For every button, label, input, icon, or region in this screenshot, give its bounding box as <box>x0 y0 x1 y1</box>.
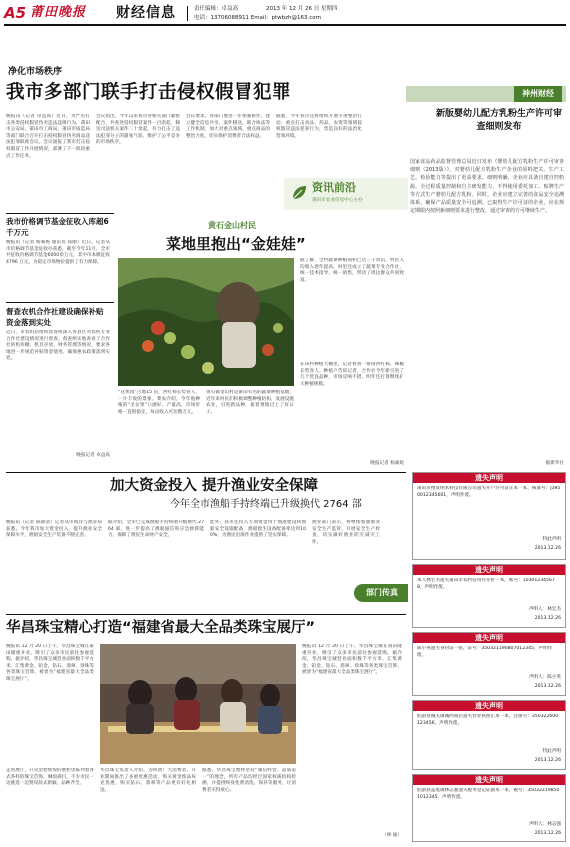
notice-signature: 特此声明 <box>542 537 561 542</box>
notice-signature: 声明人：陈小英 <box>528 675 561 680</box>
story-column: 黄石镇金山村是莆田有名的蔬菜种植基地，近年来村民们积极调整种植结构，发展设施农业，引进新品种，靠着菜地过上了好日子。 <box>206 390 294 415</box>
story-body: 近日，市农机站组织督查组深入各县区对农机专业合作社建设情况进行督查。督查组实地查看了合作社的机库棚、机具存放、财务管理等情况，要求各地进一步规范补贴资金使用，确保惠农政策落到实处。 <box>6 330 110 362</box>
byline: 晚报记者 卓益高 <box>76 453 110 458</box>
header-rule <box>4 24 566 26</box>
divider <box>6 472 406 473</box>
notice-title: 遗失声明 <box>413 565 565 575</box>
notice-date: 2013.12.26 <box>534 616 561 621</box>
page-header <box>4 3 566 41</box>
notice <box>412 774 566 842</box>
contact-line: 电话：13706088911 Email：ptwbzh@163.com <box>194 15 322 21</box>
notice-date: 2013.12.26 <box>534 684 561 689</box>
jewelry-story <box>6 618 406 842</box>
notice-signature: 声明人：林志强 <box>528 822 561 827</box>
byline: （林 通） <box>382 833 402 838</box>
story-column: 会议要求，各部门要进一步加强协作，建立健全信息共享、案件移送、联合执法等工作机制，加大对重点领域、重点商品的整治力度，切实保护消费者合法权益。 <box>186 114 270 139</box>
story-column: 据介绍，全市已完成渔船手持终端升级换代 2764 部，进一步提高了渔船通信和应急救援能力，保障了渔民生命财产安全。 <box>108 520 204 539</box>
section-title: 财经信息 <box>116 5 176 21</box>
editor-line: 责任编辑：卓益高 <box>194 6 239 12</box>
byline: 晚报记者 杨素妮 <box>370 461 404 466</box>
story-column: 晚报讯 12 月 20 日上午，华昌珠宝城在莆田隆重开业，吸引了众多市民前往参观选购。据介绍，华昌珠宝城营业面积数千平方米，汇集黄金、铂金、钻石、翡翠、珍珠等各类珠宝首饰，被誉为“福建省最大全品类珠宝展厅”。 <box>6 644 94 682</box>
divider <box>6 302 114 303</box>
info-banner <box>284 178 408 210</box>
notice-title: 遗失声明 <box>413 473 565 483</box>
story-column: 此外，我市还投入专项资金用于渔港建设和渔船安全设施配备，渔船救生设备配备率达到100%，为渔民出海作业提供了坚实保障。 <box>210 520 306 539</box>
notice-title: 遗失声明 <box>413 775 565 785</box>
story-headline: 加大资金投入 提升渔业安全保障 <box>110 478 319 494</box>
notice-body: 本人林宏杰遗失莆田市农村信用社存折一本，账号：103012345678，声明作废。 <box>417 578 555 590</box>
notice <box>412 700 566 770</box>
divider <box>6 213 114 214</box>
date-line: 2013 年 12 月 26 日 星期四 <box>266 6 338 12</box>
story-column: 据悉，今年我市还将组织开展专项整治行动，重点打击食品、药品、农资等领域侵权假冒违法犯罪行为，营造良好的法治化营商环境。 <box>276 114 362 139</box>
notice-date: 2013.12.26 <box>534 546 561 551</box>
story-column: 晚报讯 12 月 20 日上午，华昌珠宝城在莆田隆重开业，吸引了众多市民前往参观选购。据介绍，华昌珠宝城营业面积数千平方米，汇集黄金、铂金、钻石、翡翠、珍珠等各类珠宝首饰，被誉为“福建省最大全品类珠宝展厅”。 <box>302 644 402 676</box>
sidebar-tag-label: 神州财经 <box>514 86 562 102</box>
story-column: 据了解，全村蔬菜种植面积已达三千余亩，村民人均收入逐年提高。村里还成立了蔬菜专业合作社，统一技术指导、统一销售，带动了周边群众共同致富。 <box>300 258 404 283</box>
story-kicker: 净化市场秩序 <box>8 67 63 77</box>
notice-title: 遗失声明 <box>413 701 565 711</box>
story-column: “花果园”占地15 亩，西红柿长势喜人，一片丰收的景象。菜农介绍，今年他种植的“圣女果”口感好、产量高，市场价格一直很稳定，每亩收入可达数万元。 <box>118 390 200 415</box>
banner-subtitle: 莆田市农业信息中心主办 <box>312 198 363 203</box>
notice-signature: 声明人：林宏杰 <box>528 607 561 612</box>
fishery-story <box>6 476 406 610</box>
story-column: 渔业部门表示，将继续加强渔业安全生产监管，开展安全生产检查，切实做好渔业防灾减灾工作。 <box>312 520 380 545</box>
notice <box>412 632 566 696</box>
story-column: 走进展厅，只见金碧辉煌的展柜里陈列着各式各样的珠宝首饰，琳琅满目。不少市民一边挑选一边赞叹款式新颖、品种齐全。 <box>6 768 94 787</box>
divider <box>6 614 406 615</box>
story-column: 晚报讯（记者 陈锦清）记者从市海洋与渔业局获悉，今年我市加大资金投入，提升渔业安全保障水平，渔船安全生产装备不断完善。 <box>6 520 102 539</box>
notice <box>412 472 566 560</box>
page-number: A5 <box>4 4 27 22</box>
notice-body: 仙游县城关镇城西商店遗失营业执照正本一本，注册号：350322600123456，声明作废。 <box>417 714 559 726</box>
story-headline: 华昌珠宝精心打造“福建省最大全品类珠宝展厅” <box>6 620 316 636</box>
story-column: 据悉，华昌珠宝始终坚持“诚信经营、品质第一”的理念，所有产品均经过国家权威机构检测，并提供终身免费清洗、保养等服务，让消费者买得放心。 <box>202 768 296 793</box>
story-column: 会议指出，今年以来我市各相关部门紧密配合，共查处侵权假冒案件一百余起，移送司法机关案件二十余起，有力打击了违法犯罪分子的嚣张气焰，维护了公平竞争的市场秩序。 <box>96 114 180 146</box>
notice-date: 2013.12.26 <box>534 758 561 763</box>
notice-date: 2013.12.26 <box>534 831 561 836</box>
story-headline: 新版婴幼儿配方乳粉生产许可审查细则发布 <box>435 109 562 132</box>
notice-body: 仙游县盖尾镇林志强遗失税务登记证副本一本，税号：350322198501012345，声明作废。 <box>417 788 560 800</box>
story-body: 国家食品药品监督管理总局近日发布《婴幼儿配方乳粉生产许可审查细则（2013版）》，对婴幼儿配方乳粉生产企业的原料把关、生产工艺、检验能力等提出了更高要求。细则明确，企业应具备自建自控奶源、全过程质量控制和自主研发能力，不得使用委托加工、贴牌生产等方式生产婴幼儿配方乳粉。同时，企业应建立完善的食品安全追溯体系，确保产品质量安全可追溯。已取得生产许可证的企业，应在规定期限内按照新细则要求进行整改，通过审查的方可继续生产。 <box>410 159 564 215</box>
header-divider <box>187 6 188 21</box>
dept-tag <box>354 584 408 602</box>
farm-story <box>118 216 408 471</box>
story-headline: 我市多部门联手打击侵权假冒犯罪 <box>6 82 292 103</box>
story-headline: 督查农机合作社建设确保补贴资金落到实处 <box>6 307 104 327</box>
story-headline: 菜地里抱出“金娃娃” <box>166 235 306 253</box>
tomato-photo <box>118 258 294 386</box>
story-headline: 我市价格调节基金征收入库超6千万元 <box>6 217 109 237</box>
sidebar-tag <box>406 86 566 102</box>
byline: 据新华社 <box>545 461 564 466</box>
story-column: 晚报讯（记者 卓益高）近日，为严厉打击各类侵权假冒伪劣违法违规行为，莆田市公安局、莆田市工商局、莆田市质监局等部门联合召开打击侵权假冒伪劣商品违法犯罪联席会议。会议通报了我市打击侵权假冒工作开展情况，部署了下一阶段重点工作任务。 <box>6 114 90 159</box>
leaf-icon <box>290 184 308 202</box>
story-body: 晚报讯（记者 杨素妮 通讯员 郑刚）近日，记者从市价格调节基金征收办获悉，截至今年11月，全市共征收价格调节基金6000余万元，其中市本级征收 4796 万元，为稳定市场物价提供了有力保障。 <box>6 240 110 265</box>
farm-coop-story <box>6 306 112 468</box>
story-kicker: 黄石金山村民 <box>208 221 256 230</box>
jewelry-photo <box>100 644 296 764</box>
notice-title: 遗失声明 <box>413 633 565 643</box>
story-column: 在该村种植大棚里，记者看到一排排西红柿、辣椒长势喜人。种植户告诉记者，合作社今年新引进了几个优良品种，市场反响不错，明年还打算继续扩大种植规模。 <box>300 362 404 387</box>
dept-tag-label: 部门传真 <box>366 588 398 597</box>
notice-signature: 特此声明 <box>542 749 561 754</box>
banner-title: 资讯前沿 <box>312 181 356 194</box>
notice-body: 陈小英遗失身份证一张，证号：350321196807012345，声明作废。 <box>417 646 553 658</box>
story-column: 华昌珠宝负责人介绍，为回馈广大消费者，开业期间推出了多重优惠活动，购买黄金饰品每克优惠，购买钻石、翡翠等产品更有好礼相送。 <box>100 768 196 793</box>
paper-name: 莆田晚报 <box>30 5 87 20</box>
sidebar-story <box>410 108 566 468</box>
notices-column <box>412 472 566 844</box>
price-fund-story <box>6 216 112 296</box>
notice <box>412 564 566 628</box>
notice-body: 莆田市搏发纳米科技有限公司遗失开户许可证正本一本，核准号：J3950012345601，声明作废。 <box>417 486 561 498</box>
story-subtitle: 今年全市渔船手持终端已升级换代 2764 部 <box>170 499 362 510</box>
